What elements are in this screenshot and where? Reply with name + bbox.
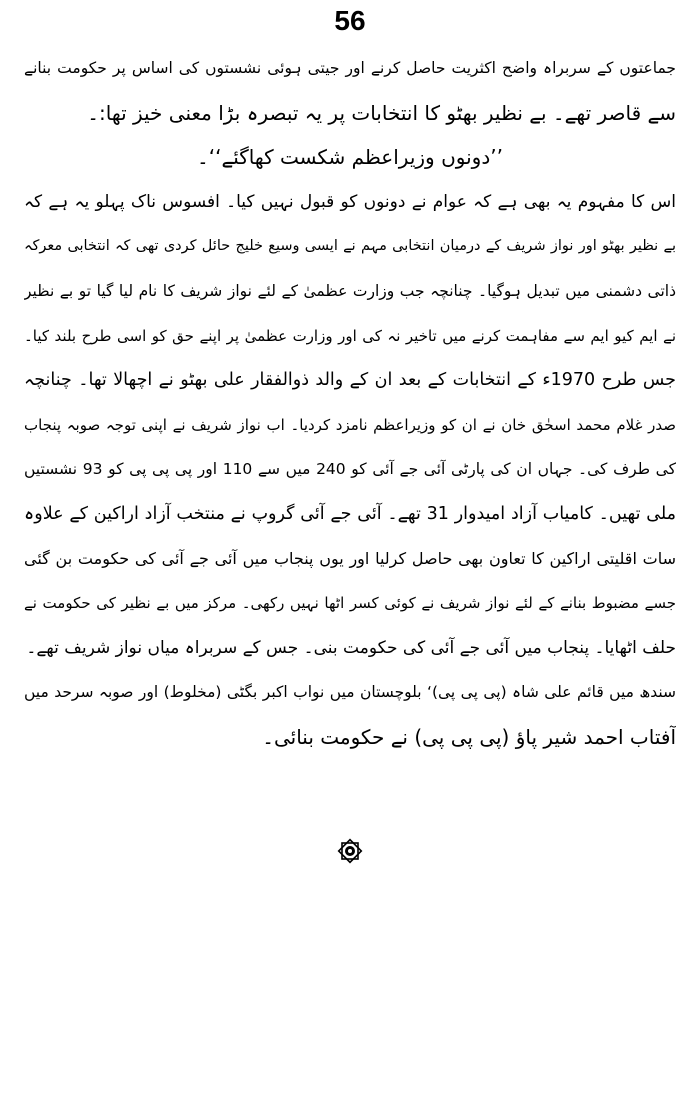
text-line: سے قاصر تھے۔ بے نظیر بھٹو کا انتخابات پر یہ تبصرہ بڑا معنی خیز تھا:۔ [87,100,676,125]
body-text [24,46,676,760]
text-line: کی طرف کی۔ جہاں ان کی پارٹی آئی جے آئی کو 240 میں سے 110 اور پی پی پی کو 93 نشستیں [24,460,676,479]
text-line: سندھ میں قائم علی شاہ (پی پی پی)‘ بلوچستان میں نواب اکبر بگٹی (مخلوط) اور صوبہ سرحد میں [24,683,676,702]
text-line: سات اقلیتی اراکین کا تعاون بھی حاصل کرلیا اور یوں پنجاب میں آئی جے آئی کی حکومت بن گئی [24,548,676,568]
text-line: نے ایم کیو ایم سے مفاہمت کرنے میں تاخیر نہ کی اور وزارت عظمیٰ پر اپنے حق کو اسی طرح بلند کیا۔ [24,326,676,345]
text-line: اس کا مفہوم یہ بھی ہے کہ عوام نے دونوں کو قبول نہیں کیا۔ افسوس ناک پہلو یہ ہے کہ [24,191,676,212]
text-line: صدر غلام محمد اسحٰق خان نے ان کو وزیراعظم نامزد کردیا۔ اب نواز شریف نے اپنی توجہ صوبہ پنجاب [24,415,676,434]
text-line: جس طرح 1970ء کے انتخابات کے بعد ان کے والد ذوالفقار علی بھٹو نے اچھالا تھا۔ چنانچہ [24,370,676,391]
text-line: جسے مضبوط بنانے کے لئے نواز شریف نے کوئی کسر اٹھا نہیں رکھی۔ مرکز میں بے نظیر کی حکومت نے [24,594,676,613]
text-line: جماعتوں کے سربراہ واضح اکثریت حاصل کرنے اور جیتی ہوئی نشستوں کی اساس پر حکومت بنانے [24,59,676,77]
page-number: 56 [334,5,366,36]
text-line: ملی تھیں۔ کامیاب آزاد امیدوار 31 تھے۔ آئی جے آئی گروپ نے منتخب آزاد اراکین کے علاوہ [24,503,676,524]
text-line: بے نظیر بھٹو اور نواز شریف کے درمیان انتخابی مہم نے ایسی وسیع خلیج حائل کردی تھی کہ انتخابی معرکہ [24,238,676,255]
quote-line: ’’دونوں وزیراعظم شکست کھاگئے‘‘۔ [197,145,503,170]
ornament-icon [336,837,364,865]
text-line: ذاتی دشمنی میں تبدیل ہوگیا۔ چنانچہ جب وزارت عظمیٰ کے لئے نواز شریف کا نام لیا گیا تو بے نظیر [24,281,676,300]
text-line: حلف اٹھایا۔ پنجاب میں آئی جے آئی کی حکومت بنی۔ جس کے سربراہ میاں نواز شریف تھے۔ [26,637,676,658]
text-line: آفتاب احمد شیر پاؤ (پی پی پی) نے حکومت بنائی۔ [262,724,676,749]
